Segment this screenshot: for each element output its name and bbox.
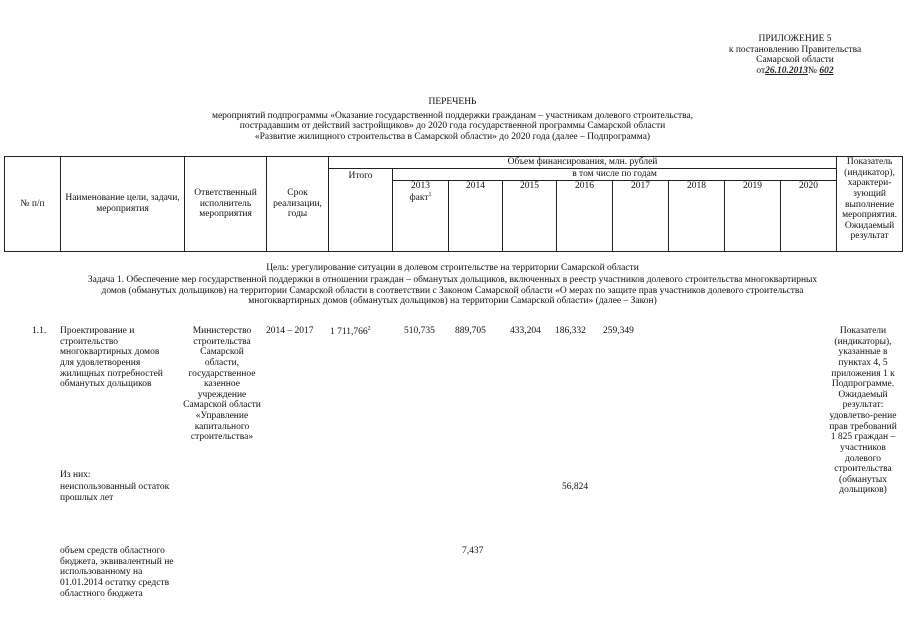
col-header-by-years: в том числе по годам: [393, 169, 837, 181]
row-value-2018: 259,349: [603, 326, 634, 336]
subrow2-value-2014: 7,437: [462, 546, 484, 556]
row-num: 1.1.: [32, 326, 47, 336]
heading-line3: «Развитие жилищного строительства в Самарской области» до 2020 года (далее – Подпрограмма): [254, 131, 651, 142]
subrow-label: Из них:: [60, 470, 91, 480]
col-header-name: Наименование цели, задачи, мероприятия: [61, 157, 185, 252]
row-value-2016: 433,204: [510, 326, 541, 336]
funding-table-header: [4, 156, 903, 252]
row-value-2017: 186,332: [555, 326, 586, 336]
appendix-title: ПРИЛОЖЕНИЕ 5: [758, 34, 832, 44]
col-header-total: Итого: [329, 169, 393, 252]
appendix-from-label: от: [756, 65, 766, 76]
row-total-footnote: 2: [367, 326, 371, 332]
col-header-2015: 2015: [503, 181, 557, 252]
row-indicator: Показатели (индикаторы), указанные в пунктах 4, 5 приложения 1 к Подпрограмме. Ожидаемый результат: удовлетво-рение прав требований 1 825 граждан – участников долевого строительства (обманутых дольщиков): [829, 326, 897, 496]
task-line3: многоквартирных домов (обманутых дольщиков) на территории Самарской области» (далее – Закон): [248, 296, 657, 307]
row-total-value: 1 711,766: [330, 327, 368, 338]
col-header-2013-note: факт: [409, 193, 429, 204]
row-value-2014: 510,735: [404, 326, 435, 336]
subrow2-name: объем средств областного бюджета, эквивалентный не использованному на 01.01.2014 остатку средств областного бюджета: [60, 546, 174, 599]
appendix-number-label: №: [807, 65, 817, 76]
task-line2: домов (обманутых дольщиков) на территории Самарской области в соответствии с Законом Самарской области «О мерах по защите прав участников долевого строительства: [101, 285, 804, 296]
row-value-2015: 889,705: [455, 326, 486, 336]
col-header-2016: 2016: [557, 181, 613, 252]
row-executor: Министерство строительства Самарской области, государственное казенное учреждение Самарской области «Управление капитального строительства»: [183, 326, 261, 443]
appendix-line1: к постановлению Правительства: [728, 44, 862, 55]
col-header-2020: 2020: [781, 181, 837, 252]
col-header-executor: Ответственный исполнитель мероприятия: [185, 157, 267, 252]
col-header-funding: Объем финансирования, млн. рублей: [329, 157, 837, 169]
document-heading: [0, 97, 905, 143]
col-header-2013-footnote: 1: [428, 191, 432, 198]
task-block: [0, 275, 905, 307]
appendix-block: [700, 34, 890, 77]
heading-title: ПЕРЕЧЕНЬ: [428, 97, 477, 107]
col-header-2013: [393, 181, 449, 252]
col-header-2018: 2018: [669, 181, 725, 252]
row-term: 2014 – 2017: [266, 326, 314, 336]
col-header-2019: 2019: [725, 181, 781, 252]
heading-line1: мероприятий подпрограммы «Оказание государственной поддержки гражданам – участникам долевого строительства,: [211, 110, 694, 121]
col-header-indicator: Показатель (индикатор), характери-зующий выполнение мероприятия. Ожидаемый результат: [837, 157, 903, 252]
row-total: [330, 326, 392, 338]
col-header-term: Срок реализации, годы: [267, 157, 329, 252]
subrow-name: неиспользованный остаток прошлых лет: [60, 482, 170, 503]
appendix-line2: Самарской области: [756, 55, 834, 66]
appendix-date: 26.10.2013: [765, 65, 808, 76]
appendix-date-line: [700, 66, 890, 77]
row-name: Проектирование и строительство многоквартирных домов для удовлетворения жилищных потребностей обманутых дольщиков: [60, 326, 163, 390]
col-header-2013-year: 2013: [411, 181, 430, 192]
task-line1: Задача 1. Обеспечение мер государственной поддержки в отношении граждан – обманутых дольщиков, включенных в реестр участников долевого строительства многоквартирных: [87, 275, 818, 285]
appendix-number: 602: [819, 65, 834, 76]
col-header-num: № п/п: [5, 157, 61, 252]
col-header-2014: 2014: [449, 181, 503, 252]
col-header-2017: 2017: [613, 181, 669, 252]
heading-line2: пострадавшим от действий застройщиков» до 2020 года государственной программы Самарской области: [239, 121, 666, 132]
subrow-value-2016: 56,824: [562, 482, 589, 492]
goal-text: Цель: урегулирование ситуации в долевом строительстве на территории Самарской области: [266, 263, 639, 273]
